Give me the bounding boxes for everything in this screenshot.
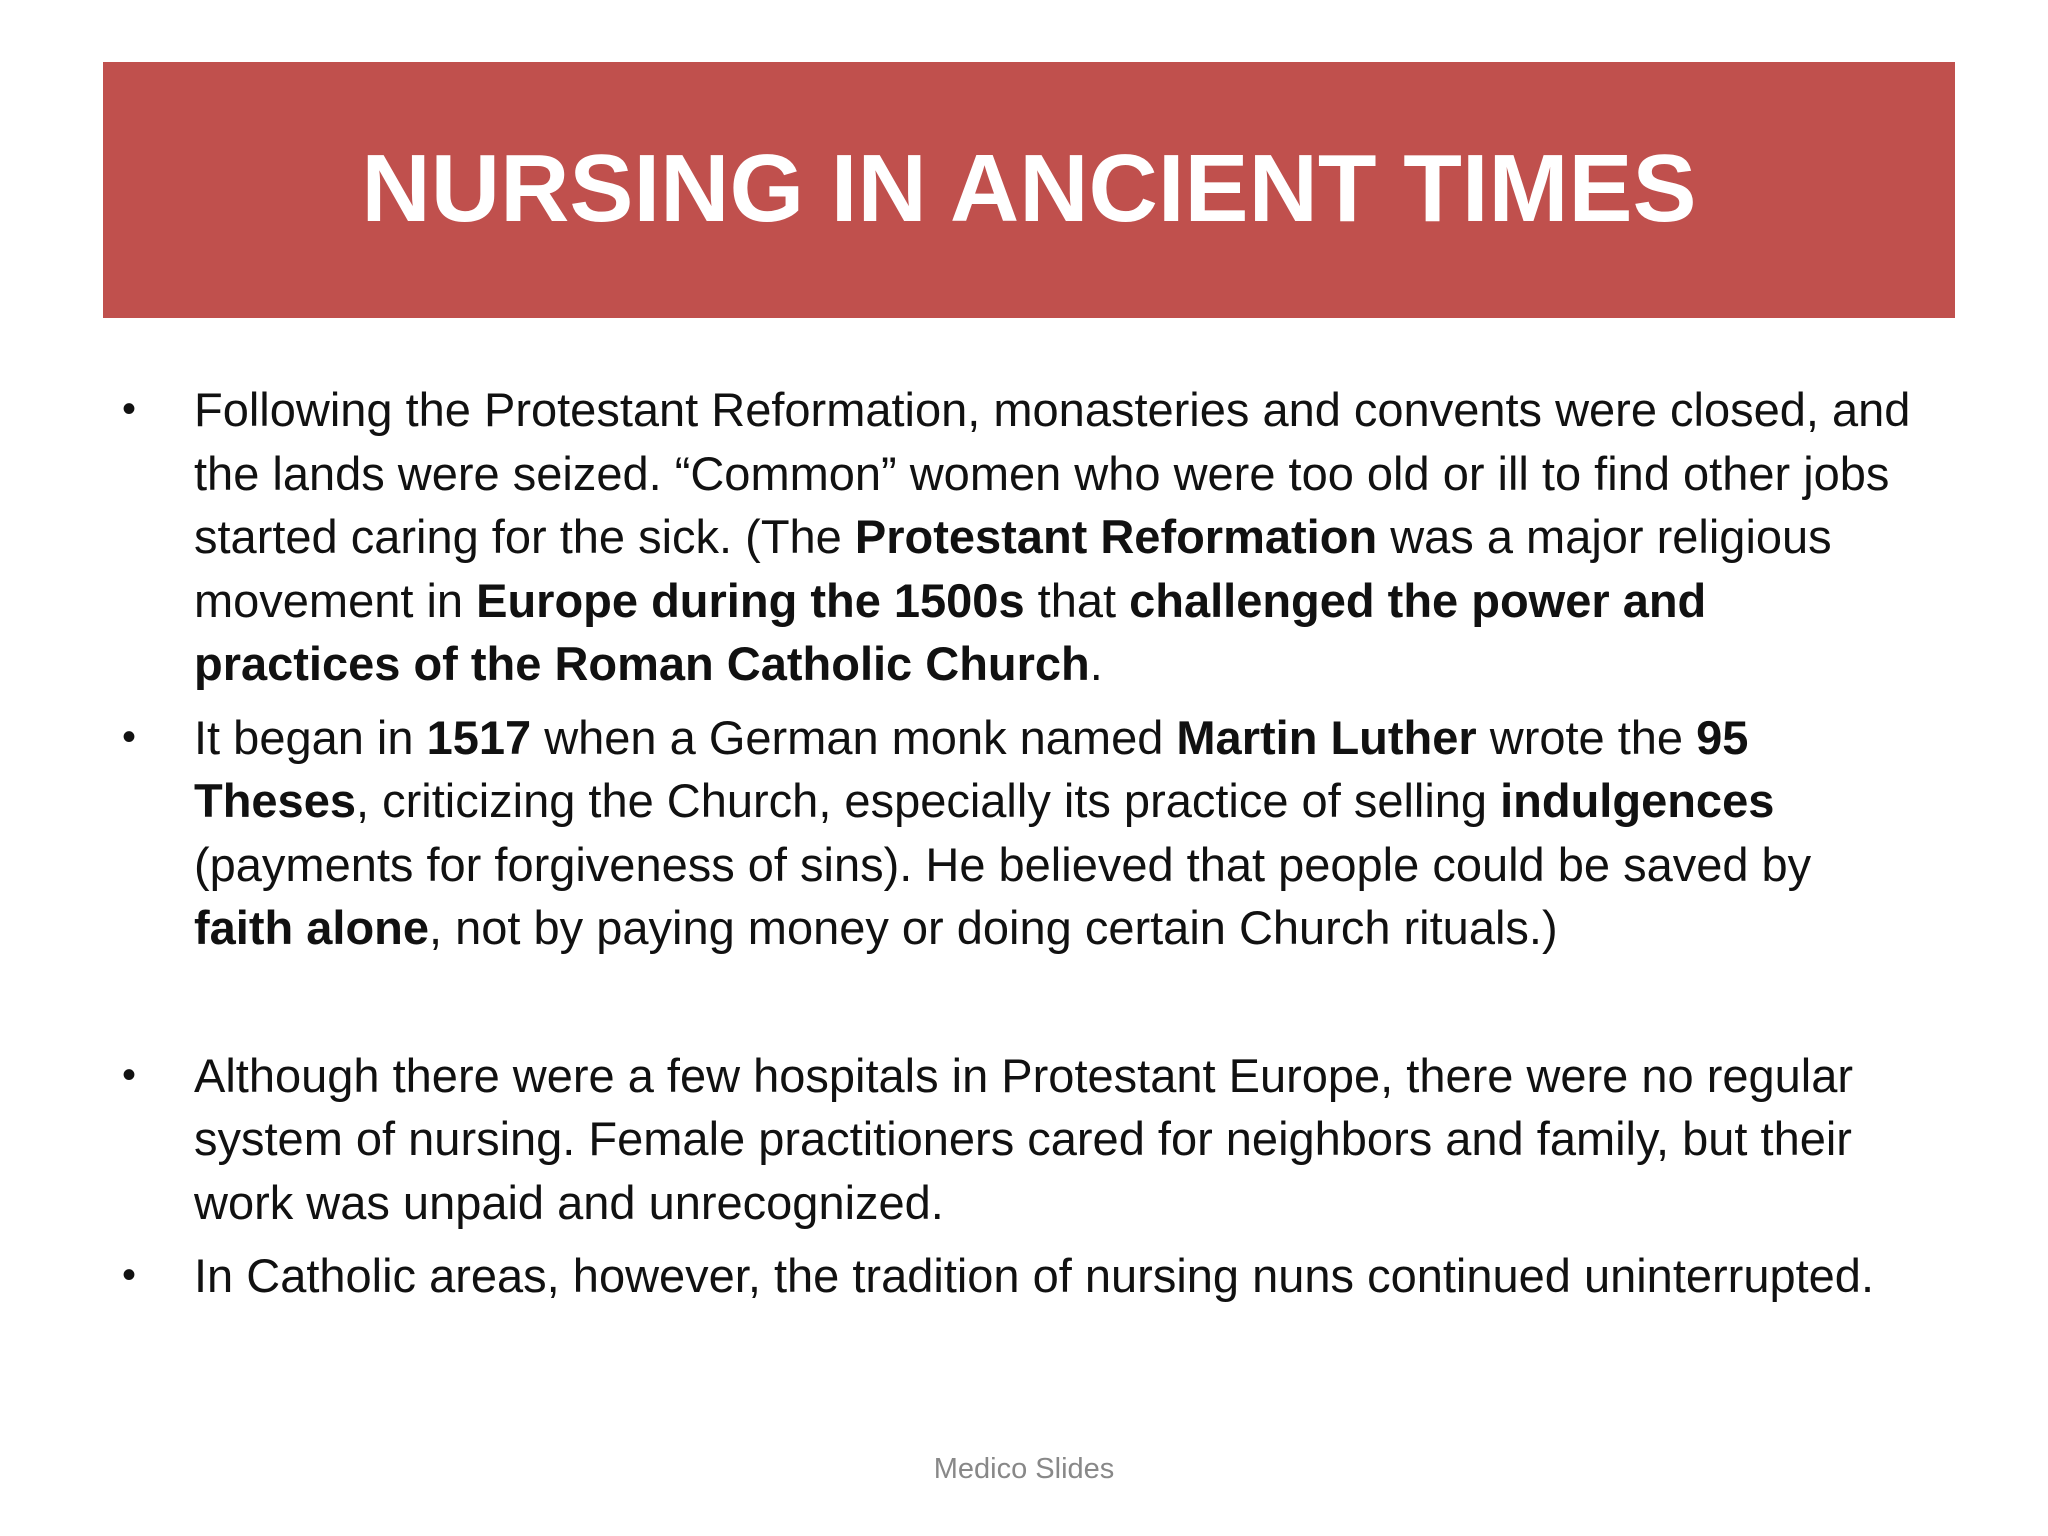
slide-title: NURSING IN ANCIENT TIMES bbox=[361, 135, 1697, 242]
bullet-list bbox=[122, 378, 1922, 1308]
footer-text: Medico Slides bbox=[933, 1453, 1115, 1485]
bullet-text: , criticizing the Church, especially its practice of selling bbox=[355, 774, 1501, 827]
bold-text: Martin Luther bbox=[1176, 710, 1477, 764]
bold-text: Europe during the 1500s bbox=[476, 573, 1025, 627]
bullet-item bbox=[122, 1244, 1922, 1308]
bullet-text: Following the Protestant Reformation, monasteries and convents were closed, and the lands were seized. “Common” women who were too old or ill to find other jobs started caring for the sick. (The bbox=[194, 383, 1911, 563]
bullet-text: (payments for forgiveness of sins). He believed that people could be saved by bbox=[194, 837, 1812, 891]
bullet-text: . bbox=[1089, 637, 1103, 690]
bold-text: 95 Theses bbox=[194, 710, 1749, 827]
bullet-text: It began in bbox=[194, 710, 427, 764]
bold-text: indulgences bbox=[1500, 774, 1775, 827]
bullet-text: In Catholic areas, however, the tradition of nursing nuns continued uninterrupted. bbox=[194, 1249, 1874, 1302]
bullet-item bbox=[122, 378, 1922, 696]
bullet-text: was a major religious movement in bbox=[194, 510, 1832, 627]
bold-text: 1517 bbox=[426, 710, 532, 764]
bold-text: Protestant Reformation bbox=[854, 510, 1378, 563]
bullet-item bbox=[122, 1044, 1922, 1235]
bullet-text: when a German monk named bbox=[531, 710, 1177, 764]
bullet-dot-icon: • bbox=[122, 387, 137, 431]
title-banner bbox=[103, 62, 1955, 318]
bullet-dot-icon: • bbox=[122, 1253, 137, 1297]
bold-text: challenged the power and practices of the Roman Catholic Church bbox=[194, 573, 1707, 690]
bullet-dot-icon: • bbox=[122, 1052, 137, 1097]
bullet-text: , not by paying money or doing certain Church rituals.) bbox=[429, 901, 1558, 954]
bullet-text: that bbox=[1024, 573, 1130, 627]
bullet-dot-icon: • bbox=[122, 714, 137, 759]
bullet-text: Although there were a few hospitals in Protestant Europe, there were no regular system of nursing. Female practitioners cared for neighbors and family, but their work was unpaid and unrecognized. bbox=[194, 1048, 1854, 1229]
bullet-item bbox=[122, 706, 1922, 960]
bold-text: faith alone bbox=[194, 901, 430, 954]
bullet-text: wrote the bbox=[1476, 710, 1697, 764]
